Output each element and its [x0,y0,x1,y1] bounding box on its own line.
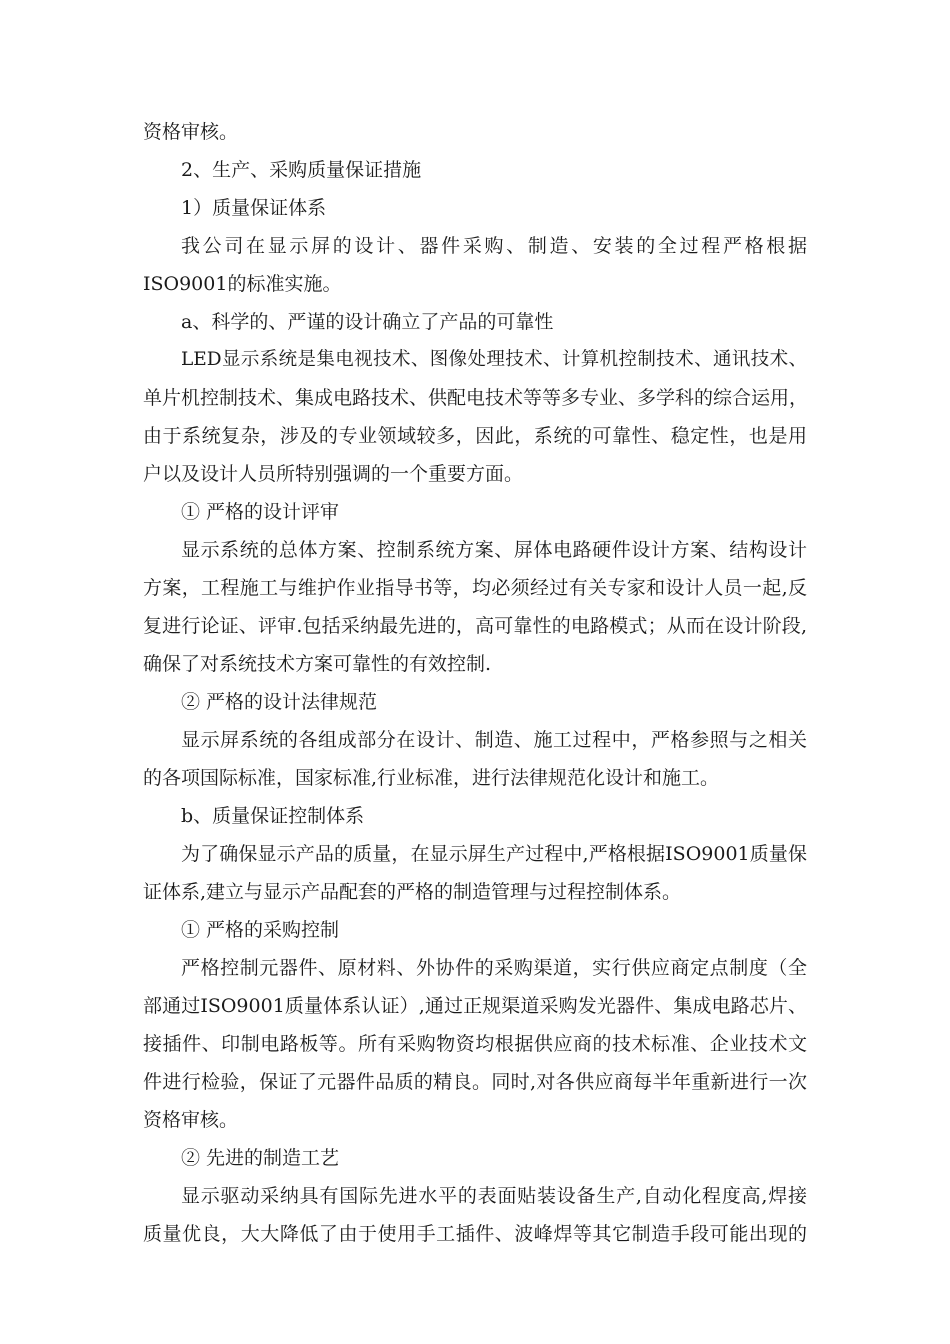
item-heading: ② 严格的设计法律规范 [181,691,378,713]
paragraph-line: 证体系,建立与显示产品配套的严格的制造管理与过程控制体系。 [143,881,682,903]
paragraph-line: LED显示系统是集电视技术、图像处理技术、计算机控制技术、通讯技术、 [181,349,807,370]
paragraph-line: 接插件、印制电路板等。所有采购物资均根据供应商的技术标准、企业技术文 [143,1033,807,1055]
paragraph-line: 的各项国际标准，国家标准,行业标准，进行法律规范化设计和施工。 [143,767,720,789]
subsection-heading: 1）质量保证体系 [181,197,327,219]
item-heading: ① 严格的采购控制 [181,919,340,941]
paragraph-line: 由于系统复杂，涉及的专业领域较多，因此，系统的可靠性、稳定性，也是用 [143,425,807,447]
paragraph-line: 我公司在显示屏的设计、器件采购、制造、安装的全过程严格根据 [181,235,807,257]
paragraph-line: 为了确保显示产品的质量，在显示屏生产过程中,严格根据ISO9001质量保 [181,843,807,865]
paragraph-line: 部通过ISO9001质量体系认证）,通过正规渠道采购发光器件、集成电路芯片、 [143,995,807,1017]
item-heading: a、科学的、严谨的设计确立了产品的可靠性 [181,311,554,333]
paragraph-line: 户以及设计人员所特别强调的一个重要方面。 [143,463,524,485]
paragraph-line: ISO9001的标准实施。 [143,273,342,295]
paragraph-line: 严格控制元器件、原材料、外协件的采购渠道，实行供应商定点制度（全 [181,957,807,979]
paragraph-line: 确保了对系统技术方案可靠性的有效控制. [143,653,492,675]
text-line: 资格审核。 [143,121,239,143]
section-heading: 2、生产、采购质量保证措施 [181,159,422,181]
item-heading: ① 严格的设计评审 [181,501,340,523]
paragraph-line: 件进行检验，保证了元器件品质的精良。同时,对各供应商每半年重新进行一次 [143,1071,807,1093]
paragraph-line: 显示驱动采纳具有国际先进水平的表面贴装设备生产,自动化程度高,焊接 [181,1185,807,1207]
paragraph-line: 复进行论证、评审.包括采纳最先进的，高可靠性的电路模式；从而在设计阶段, [143,615,807,637]
item-heading: ② 先进的制造工艺 [181,1147,340,1169]
paragraph-line: 单片机控制技术、集成电路技术、供配电技术等等多专业、多学科的综合运用， [143,387,809,409]
paragraph-line: 显示系统的总体方案、控制系统方案、屏体电路硬件设计方案、结构设计 [181,539,807,561]
paragraph-line: 资格审核。 [143,1109,239,1131]
item-heading: b、质量保证控制体系 [181,805,365,827]
paragraph-line: 质量优良，大大降低了由于使用手工插件、波峰焊等其它制造手段可能出现的 [143,1223,807,1245]
paragraph-line: 显示屏系统的各组成部分在设计、制造、施工过程中，严格参照与之相关 [181,729,807,751]
paragraph-line: 方案，工程施工与维护作业指导书等，均必须经过有关专家和设计人员一起,反 [143,577,807,599]
